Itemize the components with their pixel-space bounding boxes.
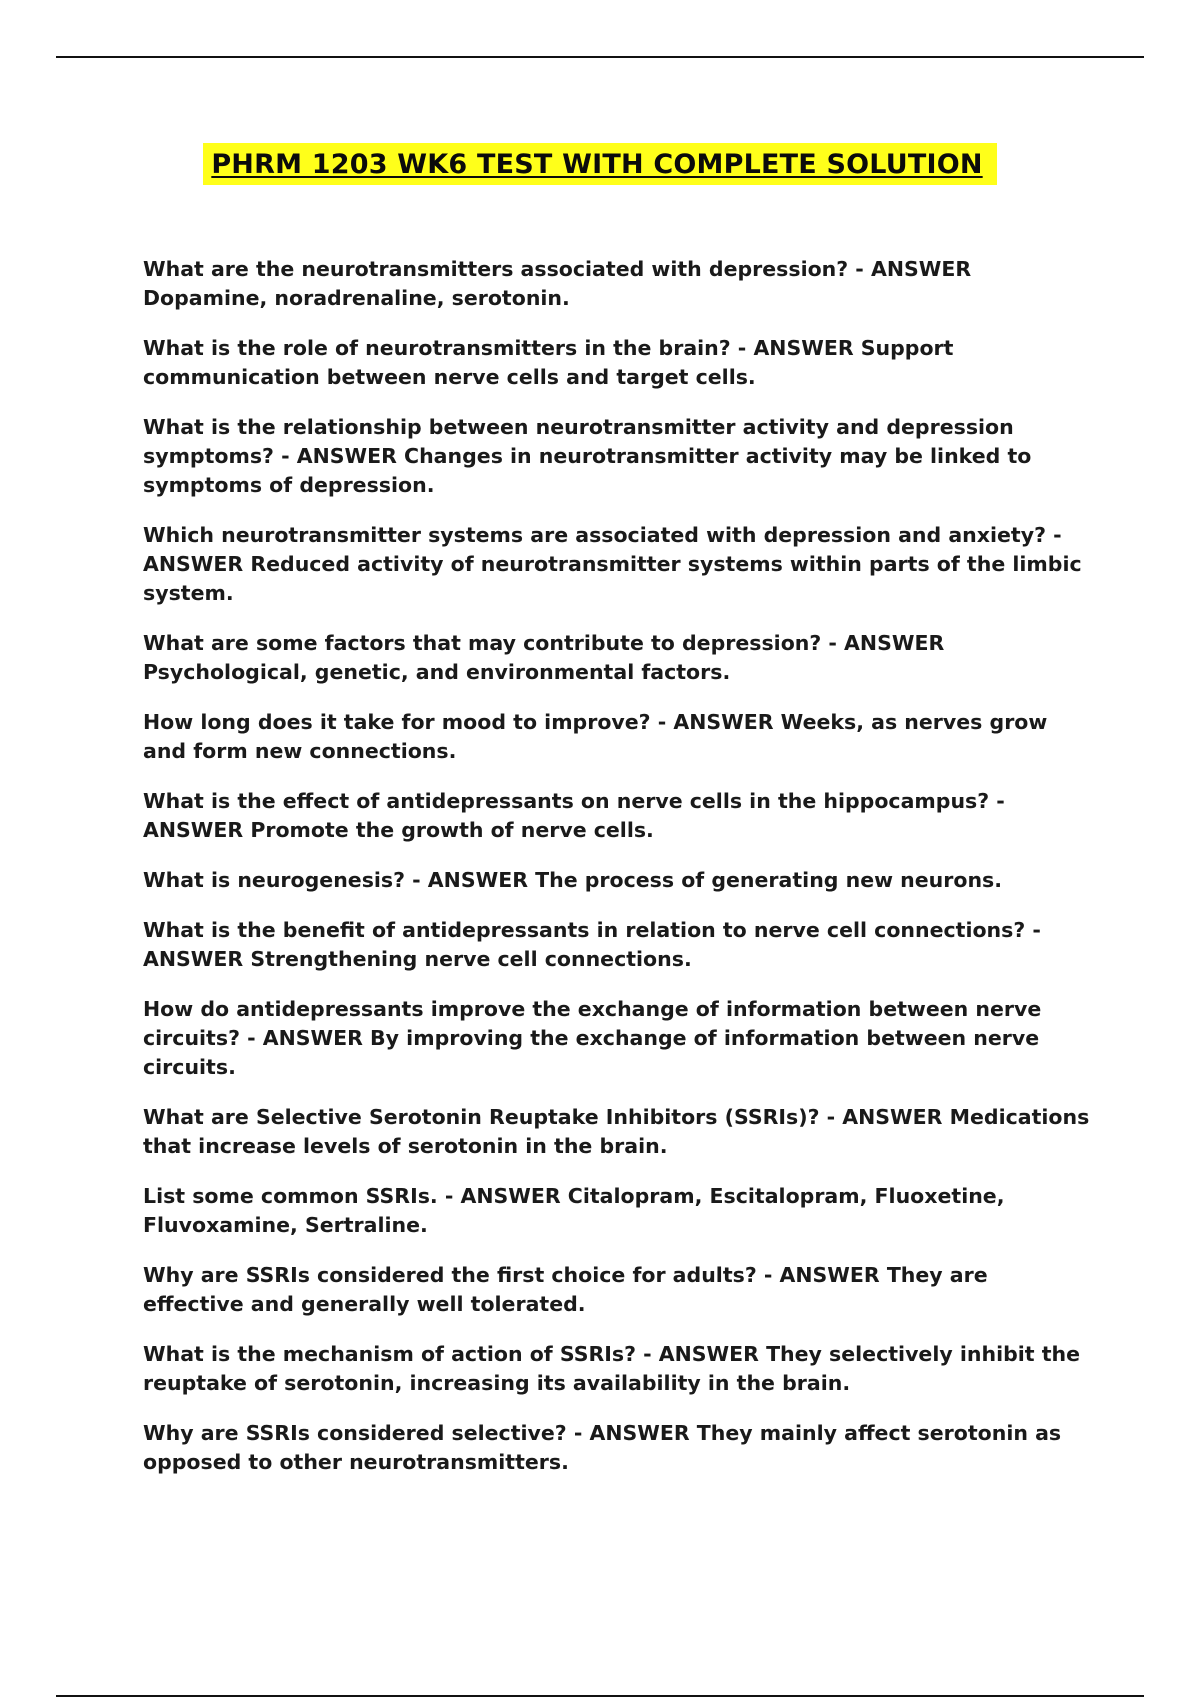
qa-item: What is the benefit of antidepressants in relation to nerve cell connections? - ANSWER Strengthening nerve cell connections. bbox=[143, 918, 1041, 971]
page-title: PHRM 1203 WK6 TEST WITH COMPLETE SOLUTION bbox=[203, 143, 996, 185]
qa-item: What is neurogenesis? - ANSWER The process of generating new neurons. bbox=[143, 868, 1003, 892]
qa-item: How long does it take for mood to improve? - ANSWER Weeks, as nerves grow and form new connections. bbox=[143, 710, 1048, 763]
qa-item: What are Selective Serotonin Reuptake Inhibitors (SSRIs)? - ANSWER Medications that increase levels of serotonin in the brain. bbox=[143, 1105, 1090, 1158]
qa-item: Which neurotransmitter systems are associated with depression and anxiety? - ANSWER Reduced activity of neurotransmitter systems within parts of the limbic system. bbox=[143, 523, 1082, 605]
qa-item: What is the effect of antidepressants on nerve cells in the hippocampus? - ANSWER Promote the growth of nerve cells. bbox=[143, 789, 1005, 842]
qa-item: What are the neurotransmitters associated with depression? - ANSWER Dopamine, noradrenaline, serotonin. bbox=[143, 257, 972, 310]
qa-item: What is the relationship between neurotransmitter activity and depression symptoms? - ANSWER Changes in neurotransmitter activity may be linked to symptoms of depression. bbox=[143, 415, 1032, 497]
qa-list bbox=[143, 255, 1093, 1498]
qa-item: What is the role of neurotransmitters in the brain? - ANSWER Support communication between nerve cells and target cells. bbox=[143, 336, 954, 389]
title-container bbox=[0, 143, 1200, 185]
qa-item: What is the mechanism of action of SSRIs? - ANSWER They selectively inhibit the reuptake of serotonin, increasing its availability in the brain. bbox=[143, 1342, 1081, 1395]
qa-item: Why are SSRIs considered selective? - ANSWER They mainly affect serotonin as opposed to other neurotransmitters. bbox=[143, 1421, 1062, 1474]
qa-item: How do antidepressants improve the exchange of information between nerve circuits? - ANSWER By improving the exchange of information between nerve circuits. bbox=[143, 997, 1042, 1079]
bottom-rule bbox=[56, 1695, 1144, 1697]
top-rule bbox=[56, 56, 1144, 58]
qa-item: List some common SSRIs. - ANSWER Citalopram, Escitalopram, Fluoxetine, Fluvoxamine, Sertraline. bbox=[143, 1184, 1005, 1237]
qa-item: Why are SSRIs considered the first choice for adults? - ANSWER They are effective and generally well tolerated. bbox=[143, 1263, 988, 1316]
qa-item: What are some factors that may contribute to depression? - ANSWER Psychological, genetic, and environmental factors. bbox=[143, 631, 945, 684]
